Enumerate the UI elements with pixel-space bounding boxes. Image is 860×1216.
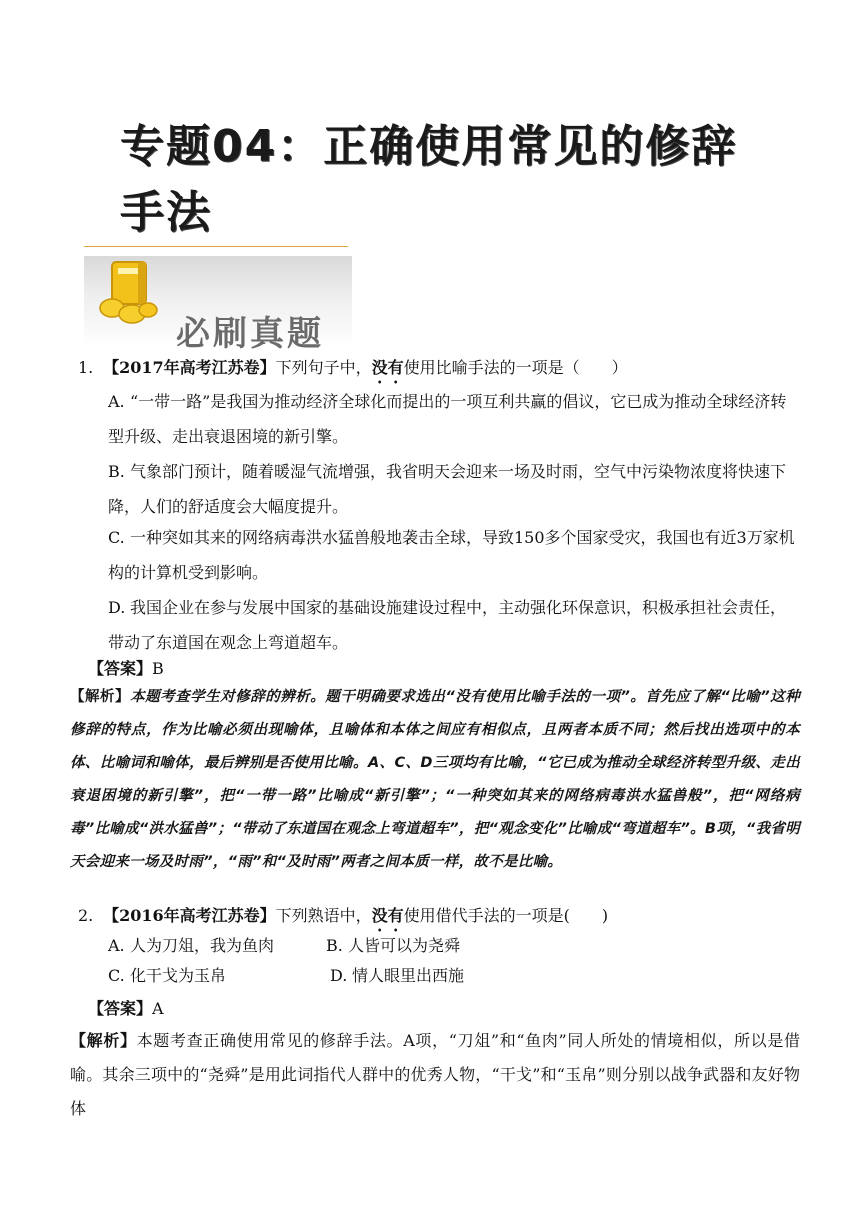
stem-text: 使用借代手法的一项是( ) [403, 906, 609, 925]
explanation-1 [70, 680, 800, 879]
option-text: 化干戈为玉帛 [130, 966, 227, 985]
stem-text: 下列熟语中， [275, 906, 372, 925]
stem-text: 下列句子中， [275, 358, 372, 377]
option-label: C. [108, 528, 125, 547]
option-b [108, 454, 798, 524]
banner-label: 必刷真题 [176, 314, 324, 354]
explanation-label: 【解析】 [70, 688, 131, 705]
option-text: “一带一路”是我国为推动经济全球化而提出的一项互利共赢的倡议，它已成为推动全球经济转型升级、走出衰退困境的新引擎。 [108, 392, 787, 446]
option-b [326, 934, 460, 958]
option-c [108, 964, 226, 988]
question-2-stem [78, 904, 608, 935]
answer-label: 【答案】 [88, 999, 153, 1018]
explanation-label: 【解析】 [70, 1031, 137, 1050]
answer-value: A [152, 999, 164, 1018]
section-banner [84, 256, 352, 354]
option-d [108, 590, 798, 660]
document-title [120, 114, 820, 246]
option-c [108, 520, 798, 590]
option-label: D. [330, 966, 348, 985]
option-a [108, 934, 274, 958]
option-a [108, 384, 798, 454]
title-line-2: 手法 [120, 187, 212, 238]
option-text: 情人眼里出西施 [352, 966, 465, 985]
option-label: D. [108, 598, 126, 617]
option-d [330, 964, 464, 988]
question-source: 【2016年高考江苏卷】 [103, 906, 276, 925]
question-number: 2. [78, 906, 94, 925]
question-number: 1. [78, 358, 94, 377]
option-label: A. [108, 936, 125, 955]
explanation-text: 本题考查正确使用常见的修辞手法。A项，“刀俎”和“鱼肉”同人所处的情境相似，所以是借喻。其余三项中的“尧舜”是用此词指代人群中的优秀人物，“干戈”和“玉帛”则分别以战争武器和友好物体 [70, 1031, 800, 1118]
emphasis-text: 没有 [371, 906, 404, 925]
stem-text: 使用比喻手法的一项是（ ） [403, 358, 628, 377]
emphasis-text: 没有 [371, 358, 404, 377]
option-label: B. [326, 936, 343, 955]
option-label: B. [108, 462, 125, 481]
option-text: 人皆可以为尧舜 [348, 936, 461, 955]
option-text: 气象部门预计，随着暖湿气流增强，我省明天会迎来一场及时雨，空气中污染物浓度将快速下降，人们的舒适度会大幅度提升。 [108, 462, 787, 516]
option-label: C. [108, 966, 125, 985]
answer-1 [88, 656, 164, 679]
question-1-stem [78, 356, 628, 387]
book-stack-icon [98, 258, 158, 328]
answer-label: 【答案】 [88, 659, 153, 678]
explanation-text: 本题考查学生对修辞的辨析。题干明确要求选出“没有使用比喻手法的一项”。首先应了解“比喻”这种修辞的特点，作为比喻必须出现喻体，且喻体和本体之间应有相似点，且两者本质不同；然后找出选项中的本体、比喻词和喻体，最后辨别是否使用比喻。A、C、D三项均有比喻，“它已成为推动全球经济转型升级、走出衰退困境的新引擎”，把“一带一路”比喻成“新引擎”；“一种突如其来的网络病毒洪水猛兽般”，把“网络病毒”比喻成“洪水猛兽”；“带动了东道国在观念上弯道超车”，把“观念变化”比喻成“弯道超车”。B项，“我省明天会迎来一场及时雨”，“雨”和“及时雨”两者之间本质一样，故不是比喻。 [70, 689, 801, 870]
question-source: 【2017年高考江苏卷】 [103, 358, 276, 377]
option-text: 人为刀俎，我为鱼肉 [130, 936, 275, 955]
explanation-2 [70, 1024, 800, 1126]
title-divider [84, 246, 348, 247]
title-line-1: 专题04：正确使用常见的修辞 [120, 121, 738, 172]
answer-value: B [152, 659, 164, 678]
option-label: A. [108, 392, 125, 411]
answer-2 [88, 996, 164, 1019]
option-text: 一种突如其来的网络病毒洪水猛兽般地袭击全球，导致150多个国家受灾，我国也有近3万家机构的计算机受到影响。 [108, 528, 795, 582]
option-text: 我国企业在参与发展中国家的基础设施建设过程中，主动强化环保意识，积极承担社会责任，带动了东道国在观念上弯道超车。 [108, 598, 787, 652]
